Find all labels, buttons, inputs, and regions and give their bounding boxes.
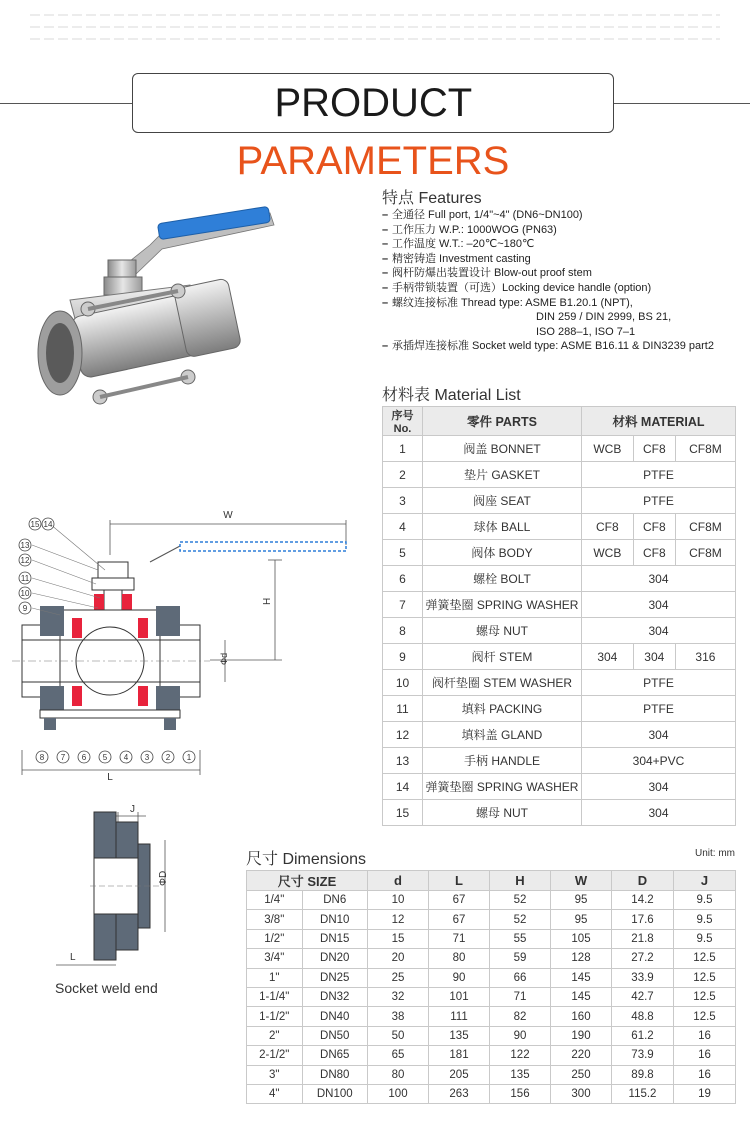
callout-3: 3 (144, 753, 150, 762)
callout-14: 14 (43, 520, 53, 529)
cell-dim: 55 (490, 929, 551, 948)
table-row (383, 462, 736, 488)
header-rule-right (613, 103, 750, 104)
table-row (383, 644, 736, 670)
cell-dim: 80 (429, 949, 490, 968)
cell-material: CF8 (633, 436, 675, 462)
material-table (382, 406, 736, 826)
cell-dim: 42.7 (612, 987, 674, 1006)
cell-dim: 71 (490, 987, 551, 1006)
cell-dim: 32 (368, 987, 429, 1006)
cell-dim: 3/8" (247, 910, 303, 929)
cell-no: 3 (383, 488, 423, 514)
cell-dim: 1/4" (247, 891, 303, 910)
label-w: W (223, 510, 233, 521)
feature-item: – 手柄带锁装置（可选）Locking device handle (option) (382, 281, 652, 294)
callout-5: 5 (102, 753, 108, 762)
callout-8: 8 (39, 753, 45, 762)
cell-material: PTFE (582, 462, 736, 488)
cell-dim: 250 (551, 1065, 612, 1084)
cell-dim: 89.8 (612, 1065, 674, 1084)
cell-material: CF8 (633, 514, 675, 540)
cell-dim: 67 (429, 891, 490, 910)
cell-dim: 12.5 (674, 987, 736, 1006)
table-row (247, 910, 736, 929)
cell-material: PTFE (582, 488, 736, 514)
cell-dim: 220 (551, 1046, 612, 1065)
cell-part: 弹簧垫圈 SPRING WASHER (423, 592, 582, 618)
cell-dim: DN100 (302, 1084, 368, 1103)
table-row (247, 1046, 736, 1065)
decor-line (30, 14, 720, 16)
header-material: 材料 MATERIAL (582, 407, 736, 436)
cell-material: WCB (582, 436, 634, 462)
feature-item: – 精密铸造 Investment casting (382, 252, 531, 265)
cell-no: 12 (383, 722, 423, 748)
table-row (383, 514, 736, 540)
header-big-d: D (612, 871, 674, 891)
table-row (247, 1084, 736, 1103)
cell-material: 304 (582, 774, 736, 800)
features-title: 特点 Features (382, 190, 482, 207)
table-row (383, 774, 736, 800)
cell-dim: 122 (490, 1046, 551, 1065)
cell-dim: 16 (674, 1026, 736, 1045)
cell-dim: DN32 (302, 987, 368, 1006)
cell-no: 15 (383, 800, 423, 826)
table-row (247, 891, 736, 910)
cell-dim: 4" (247, 1084, 303, 1103)
cell-part: 螺母 NUT (423, 800, 582, 826)
cell-no: 7 (383, 592, 423, 618)
cell-dim: 71 (429, 929, 490, 948)
cell-dim: 101 (429, 987, 490, 1006)
cell-dim: 12.5 (674, 949, 736, 968)
header-w: W (551, 871, 612, 891)
cell-dim: 12 (368, 910, 429, 929)
cell-dim: 300 (551, 1084, 612, 1103)
decor-line (30, 26, 720, 28)
cell-dim: DN15 (302, 929, 368, 948)
cell-part: 螺母 NUT (423, 618, 582, 644)
cell-material: CF8M (675, 436, 735, 462)
cell-no: 13 (383, 748, 423, 774)
cell-dim: DN6 (302, 891, 368, 910)
socket-weld-caption: Socket weld end (55, 980, 158, 996)
unit-label: Unit: mm (695, 848, 735, 859)
cell-dim: DN10 (302, 910, 368, 929)
cell-dim: 105 (551, 929, 612, 948)
header-j: J (674, 871, 736, 891)
cell-dim: 205 (429, 1065, 490, 1084)
feature-item: – 承插焊连接标准 Socket weld type: ASME B16.11 & DIN3239 part2 (382, 340, 714, 353)
cell-material: CF8M (675, 540, 735, 566)
cell-no: 1 (383, 436, 423, 462)
cell-dim: 111 (429, 1007, 490, 1026)
table-row (247, 987, 736, 1006)
cell-material: 304+PVC (582, 748, 736, 774)
cell-dim: 160 (551, 1007, 612, 1026)
cell-part: 弹簧垫圈 SPRING WASHER (423, 774, 582, 800)
table-row (247, 1007, 736, 1026)
cell-dim: DN65 (302, 1046, 368, 1065)
cell-dim: 90 (490, 1026, 551, 1045)
callout-15: 15 (30, 520, 40, 529)
cell-dim: 1-1/4" (247, 987, 303, 1006)
table-row (247, 949, 736, 968)
cell-part: 球体 BALL (423, 514, 582, 540)
cell-part: 填料盖 GLAND (423, 722, 582, 748)
callout-9: 9 (22, 604, 28, 613)
cell-dim: 181 (429, 1046, 490, 1065)
cell-no: 10 (383, 670, 423, 696)
cell-dim: 2-1/2" (247, 1046, 303, 1065)
label-l: L (107, 772, 113, 783)
cell-material: 316 (675, 644, 735, 670)
cell-dim: 135 (490, 1065, 551, 1084)
table-row (247, 1065, 736, 1084)
cell-part: 阀杆垫圈 STEM WASHER (423, 670, 582, 696)
cell-part: 阀杆 STEM (423, 644, 582, 670)
dimensions-table (246, 870, 736, 1104)
cell-part: 螺栓 BOLT (423, 566, 582, 592)
header-l: L (429, 871, 490, 891)
cell-dim: DN40 (302, 1007, 368, 1026)
cell-dim: 66 (490, 968, 551, 987)
cell-no: 5 (383, 540, 423, 566)
callout-11: 11 (20, 574, 30, 583)
cell-dim: 190 (551, 1026, 612, 1045)
cell-material: 304 (582, 722, 736, 748)
cell-dim: DN20 (302, 949, 368, 968)
callout-10: 10 (20, 589, 30, 598)
cell-dim: 50 (368, 1026, 429, 1045)
cell-material: 304 (633, 644, 675, 670)
cell-material: 304 (582, 618, 736, 644)
cell-material: PTFE (582, 696, 736, 722)
cell-dim: 33.9 (612, 968, 674, 987)
callout-6: 6 (81, 753, 87, 762)
cell-dim: 48.8 (612, 1007, 674, 1026)
label-j: J (130, 804, 135, 815)
cell-dim: DN25 (302, 968, 368, 987)
cell-dim: 38 (368, 1007, 429, 1026)
table-row (247, 929, 736, 948)
decor-line (30, 38, 720, 40)
table-row (383, 488, 736, 514)
handle-outline (180, 542, 346, 551)
cell-dim: 65 (368, 1046, 429, 1065)
table-row (383, 800, 736, 826)
title-word-parameters: PARAMETERS (236, 139, 510, 183)
cell-dim: 21.8 (612, 929, 674, 948)
cell-dim: 1-1/2" (247, 1007, 303, 1026)
feature-item: – 阀杆防爆出装置设计 Blow-out proof stem (382, 267, 592, 280)
title-word-product: PRODUCT (274, 81, 472, 125)
cell-material: CF8M (675, 514, 735, 540)
cell-dim: 16 (674, 1065, 736, 1084)
cell-dim: 82 (490, 1007, 551, 1026)
cell-part: 阀盖 BONNET (423, 436, 582, 462)
cell-no: 2 (383, 462, 423, 488)
callout-7: 7 (60, 753, 66, 762)
cell-dim: 263 (429, 1084, 490, 1103)
label-h: H (262, 597, 273, 605)
label-socket-l: L (70, 952, 76, 963)
feature-item: – 工作压力 W.P.: 1000WOG (PN63) (382, 223, 557, 236)
cell-dim: 80 (368, 1065, 429, 1084)
label-d: Φd (219, 652, 229, 665)
table-row (383, 670, 736, 696)
cell-dim: 156 (490, 1084, 551, 1103)
callouts-bottom (36, 751, 195, 763)
callout-4: 4 (123, 753, 129, 762)
header-no: 序号No. (383, 407, 423, 436)
cell-dim: 73.9 (612, 1046, 674, 1065)
table-row (383, 618, 736, 644)
cell-part: 填料 PACKING (423, 696, 582, 722)
assembly-drawing (10, 500, 355, 785)
material-title: 材料表 Material List (382, 387, 521, 404)
cell-part: 阀座 SEAT (423, 488, 582, 514)
cell-dim: 52 (490, 910, 551, 929)
header-rule-left (0, 103, 133, 104)
valve-photo (30, 205, 360, 420)
cell-no: 11 (383, 696, 423, 722)
cell-dim: 27.2 (612, 949, 674, 968)
cell-part: 阀体 BODY (423, 540, 582, 566)
dimensions-title: 尺寸 Dimensions (246, 851, 367, 868)
cell-dim: 17.6 (612, 910, 674, 929)
table-header-row (383, 407, 736, 436)
callout-2: 2 (165, 753, 171, 762)
cell-dim: 115.2 (612, 1084, 674, 1103)
cell-dim: 1" (247, 968, 303, 987)
cell-no: 9 (383, 644, 423, 670)
cell-dim: 95 (551, 891, 612, 910)
feature-item-cont: DIN 259 / DIN 2999, BS 21, (536, 311, 672, 324)
cell-dim: 12.5 (674, 1007, 736, 1026)
cell-dim: 25 (368, 968, 429, 987)
cell-part: 垫片 GASKET (423, 462, 582, 488)
socket-weld-drawing (50, 800, 190, 980)
cell-dim: 52 (490, 891, 551, 910)
cell-material: CF8 (633, 540, 675, 566)
cell-material: 304 (582, 800, 736, 826)
cell-part: 手柄 HANDLE (423, 748, 582, 774)
cell-dim: 16 (674, 1046, 736, 1065)
cell-no: 14 (383, 774, 423, 800)
label-big-d: ΦD (158, 870, 169, 886)
feature-item: – 全通径 Full port, 1/4"~4" (DN6~DN100) (382, 209, 583, 221)
callout-12: 12 (20, 556, 30, 565)
feature-item-cont: ISO 288–1, ISO 7–1 (536, 325, 636, 338)
cell-dim: 1/2" (247, 929, 303, 948)
cell-dim: 59 (490, 949, 551, 968)
table-row (383, 722, 736, 748)
cell-no: 4 (383, 514, 423, 540)
header-d: d (368, 871, 429, 891)
table-row (383, 696, 736, 722)
cell-dim: 10 (368, 891, 429, 910)
cell-material: CF8 (582, 514, 634, 540)
cell-material: 304 (582, 592, 736, 618)
cell-dim: 90 (429, 968, 490, 987)
header-size: 尺寸 SIZE (247, 871, 368, 891)
cell-dim: 15 (368, 929, 429, 948)
cell-material: WCB (582, 540, 634, 566)
table-header-row (247, 871, 736, 891)
callout-1: 1 (186, 753, 192, 762)
cell-dim: 95 (551, 910, 612, 929)
callout-13: 13 (20, 541, 30, 550)
page-title (132, 73, 614, 183)
table-row (383, 566, 736, 592)
cell-dim: 9.5 (674, 910, 736, 929)
cell-dim: DN80 (302, 1065, 368, 1084)
feature-item: – 工作温度 W.T.: –20℃~180℃ (382, 238, 535, 251)
cell-dim: 9.5 (674, 929, 736, 948)
cell-dim: 9.5 (674, 891, 736, 910)
table-row (247, 1026, 736, 1045)
cell-dim: 2" (247, 1026, 303, 1045)
cell-dim: 135 (429, 1026, 490, 1045)
cell-material: 304 (582, 566, 736, 592)
cell-dim: DN50 (302, 1026, 368, 1045)
feature-item: – 螺纹连接标准 Thread type: ASME B1.20.1 (NPT), (382, 296, 633, 309)
cell-material: PTFE (582, 670, 736, 696)
cell-dim: 20 (368, 949, 429, 968)
cell-material: 304 (582, 644, 634, 670)
cell-no: 6 (383, 566, 423, 592)
cell-no: 8 (383, 618, 423, 644)
cell-dim: 145 (551, 968, 612, 987)
header-h: H (490, 871, 551, 891)
cell-dim: 100 (368, 1084, 429, 1103)
cell-dim: 128 (551, 949, 612, 968)
table-row (383, 540, 736, 566)
cell-dim: 12.5 (674, 968, 736, 987)
table-row (383, 748, 736, 774)
cell-dim: 19 (674, 1084, 736, 1103)
cell-dim: 61.2 (612, 1026, 674, 1045)
features-list (382, 208, 747, 354)
cell-dim: 3" (247, 1065, 303, 1084)
table-row (247, 968, 736, 987)
table-row (383, 436, 736, 462)
cell-dim: 14.2 (612, 891, 674, 910)
header-parts: 零件 PARTS (423, 407, 582, 436)
cell-dim: 67 (429, 910, 490, 929)
cell-dim: 3/4" (247, 949, 303, 968)
cell-dim: 145 (551, 987, 612, 1006)
table-row (383, 592, 736, 618)
top-decor-band (0, 0, 750, 60)
